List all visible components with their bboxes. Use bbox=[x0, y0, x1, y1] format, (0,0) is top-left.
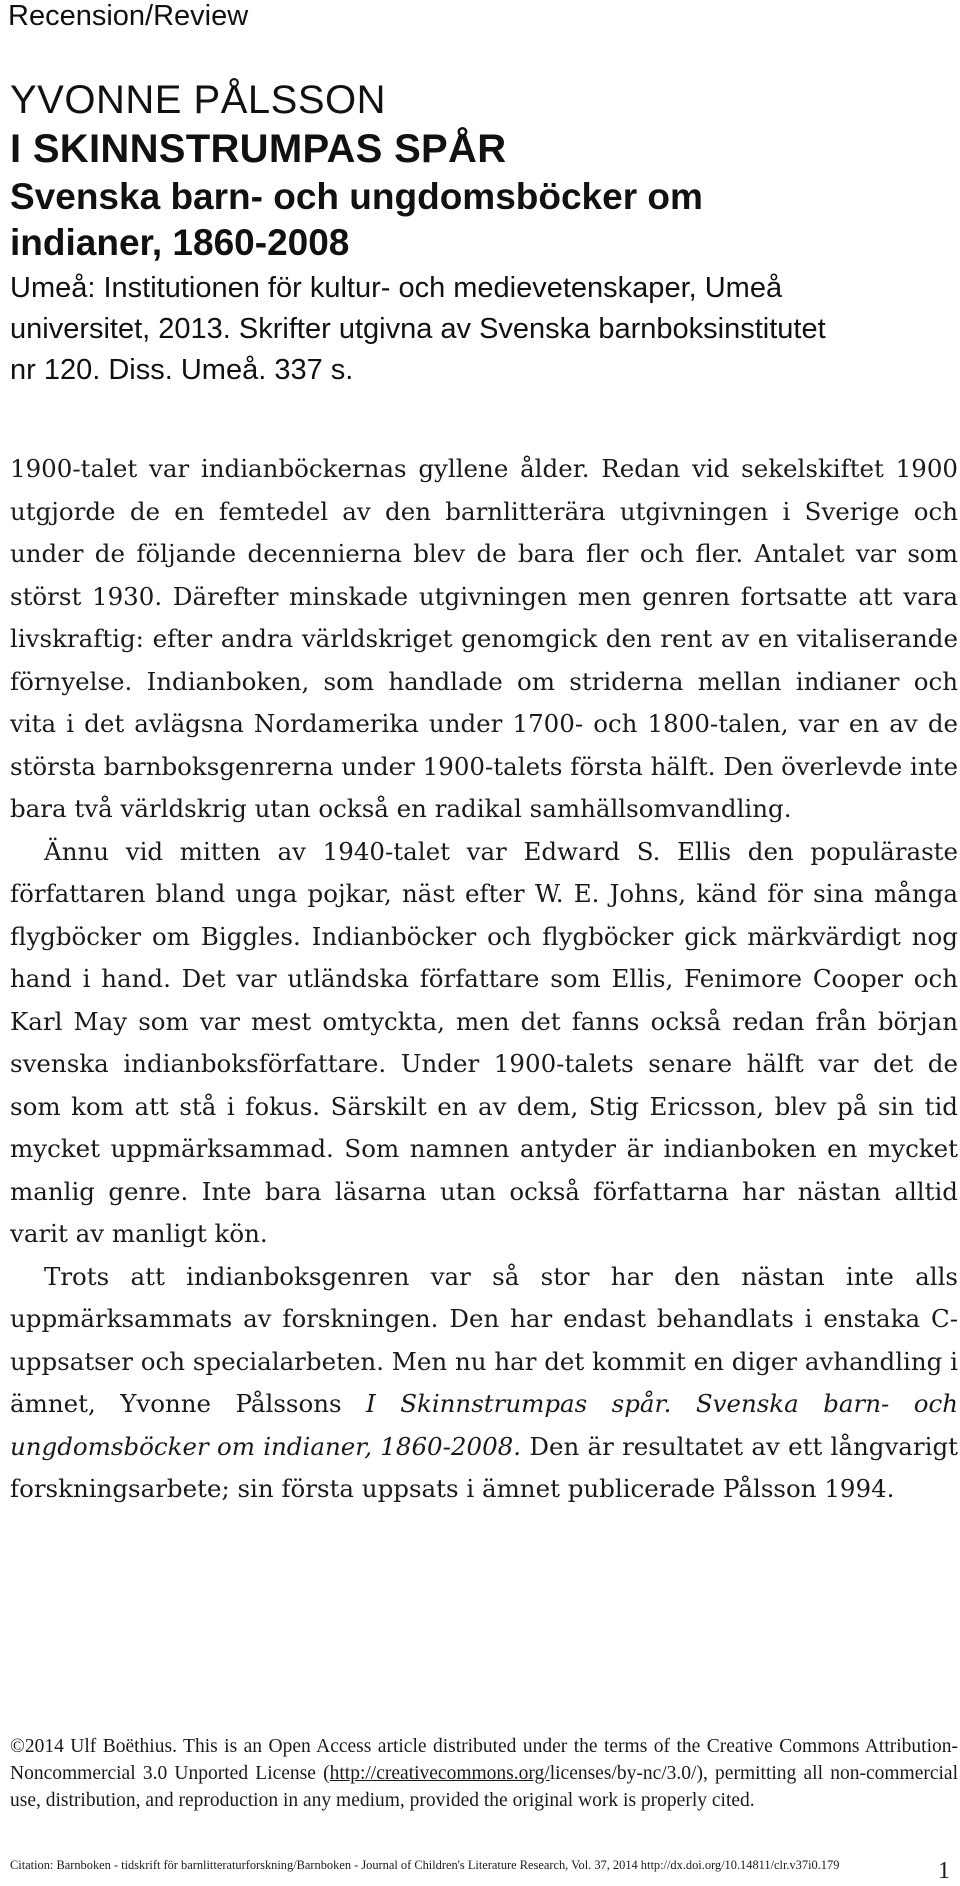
section-label: Recension/Review bbox=[8, 0, 249, 32]
book-author: YVONNE PÅLSSON bbox=[10, 78, 387, 122]
paragraph-3-text-end: Den är resultatet av ett långvarigt forskningsarbete; sin första uppsats i ämnet publicerade Pålsson 1994. bbox=[10, 1431, 958, 1503]
paragraph-2: Ännu vid mitten av 1940-talet var Edward S. Ellis den populäraste författaren bland unga pojkar, näst efter W. E. Johns, känd för sina många flygböcker om Biggles. Indianböcker och flygböcker gick märkvärdigt nog hand i hand. Det var utländska författare som Ellis, Fenimore Cooper och Karl May som var mest omtyckta, men det fanns också redan från början svenska indianboksförfattare. Under 1900-talets senare hälft var det de som kom att stå i fokus. Särskilt en av dem, Stig Ericsson, blev på sin tid mycket uppmärksammad. Som namnen antyder är indianboken en mycket manlig genre. Inte bara läsarna utan också författarna har nästan alltid varit av manligt kön. bbox=[10, 836, 958, 1248]
page-number: 1 bbox=[938, 1858, 950, 1884]
review-header bbox=[10, 76, 950, 391]
book-subtitle-line-1: Svenska barn- och ungdomsböcker om bbox=[10, 176, 703, 217]
paragraph-3 bbox=[10, 1256, 958, 1511]
book-subtitle-line-2: indianer, 1860-2008 bbox=[10, 222, 350, 263]
license-text-end: licenses/by-nc/3.0/), permitting all non-commercial use, distribution, and reproduction in any medium, provided the original work is properly cited. bbox=[10, 1763, 958, 1811]
license-text: ©2014 Ulf Boëthius. This is an Open Access article distributed under the terms of the Creative Commons Attribution-Noncommercial 3.0 Unported License ( bbox=[10, 1736, 958, 1784]
publication-info bbox=[10, 268, 950, 391]
license-notice bbox=[10, 1733, 958, 1814]
publication-info-line: Umeå: Institutionen för kultur- och medievetenskaper, Umeå bbox=[10, 272, 783, 304]
review-body bbox=[10, 448, 958, 1511]
paragraph-3-text: Trots att indianboksgenren var så stor har den nästan inte alls uppmärksammats av forskningen. Den har endast behandlats i enstaka C-uppsatser och specialarbeten. Men nu har det kommit en diger avhandling i ämnet, Yvonne Pålssons bbox=[10, 1261, 958, 1418]
paragraph-1: 1900-talet var indianböckernas gyllene ålder. Redan vid sekelskiftet 1900 utgjorde de en femtedel av den barnlitterära utgivningen i Sverige och under de följande decennierna blev de bara fler och fler. Antalet var som störst 1930. Därefter minskade utgivningen men genren fortsatte att vara livskraftig: efter andra världskriget genomgick den rent av en vitaliserande förnyelse. Indianboken, som handlade om striderna mellan indianer och vita i det avlägsna Nordamerika under 1700- och 1800-talen, var en av de största barnboksgenrerna under 1900-talets första hälft. Den överlevde inte bara två världskrig utan också en radikal samhällsomvandling. bbox=[10, 454, 958, 823]
publication-info-line: universitet, 2013. Skrifter utgivna av Svenska barnboksinstitutet bbox=[10, 313, 826, 345]
publication-info-line: nr 120. Diss. Umeå. 337 s. bbox=[10, 354, 354, 386]
book-title: I SKINNSTRUMPAS SPÅR bbox=[10, 127, 507, 171]
license-link[interactable]: http://creativecommons.org/ bbox=[329, 1763, 550, 1784]
book-title-italic: I Skinnstrumpas spår. Svenska barn- och ungdomsböcker om indianer, 1860-2008. bbox=[10, 1389, 958, 1461]
citation: Citation: Barnboken - tidskrift för barnlitteraturforskning/Barnboken - Journal of Children's Literature Research, Vol. 37, 2014 http://dx.doi.org/10.14811/clr.v37i0.179 bbox=[10, 1858, 840, 1872]
